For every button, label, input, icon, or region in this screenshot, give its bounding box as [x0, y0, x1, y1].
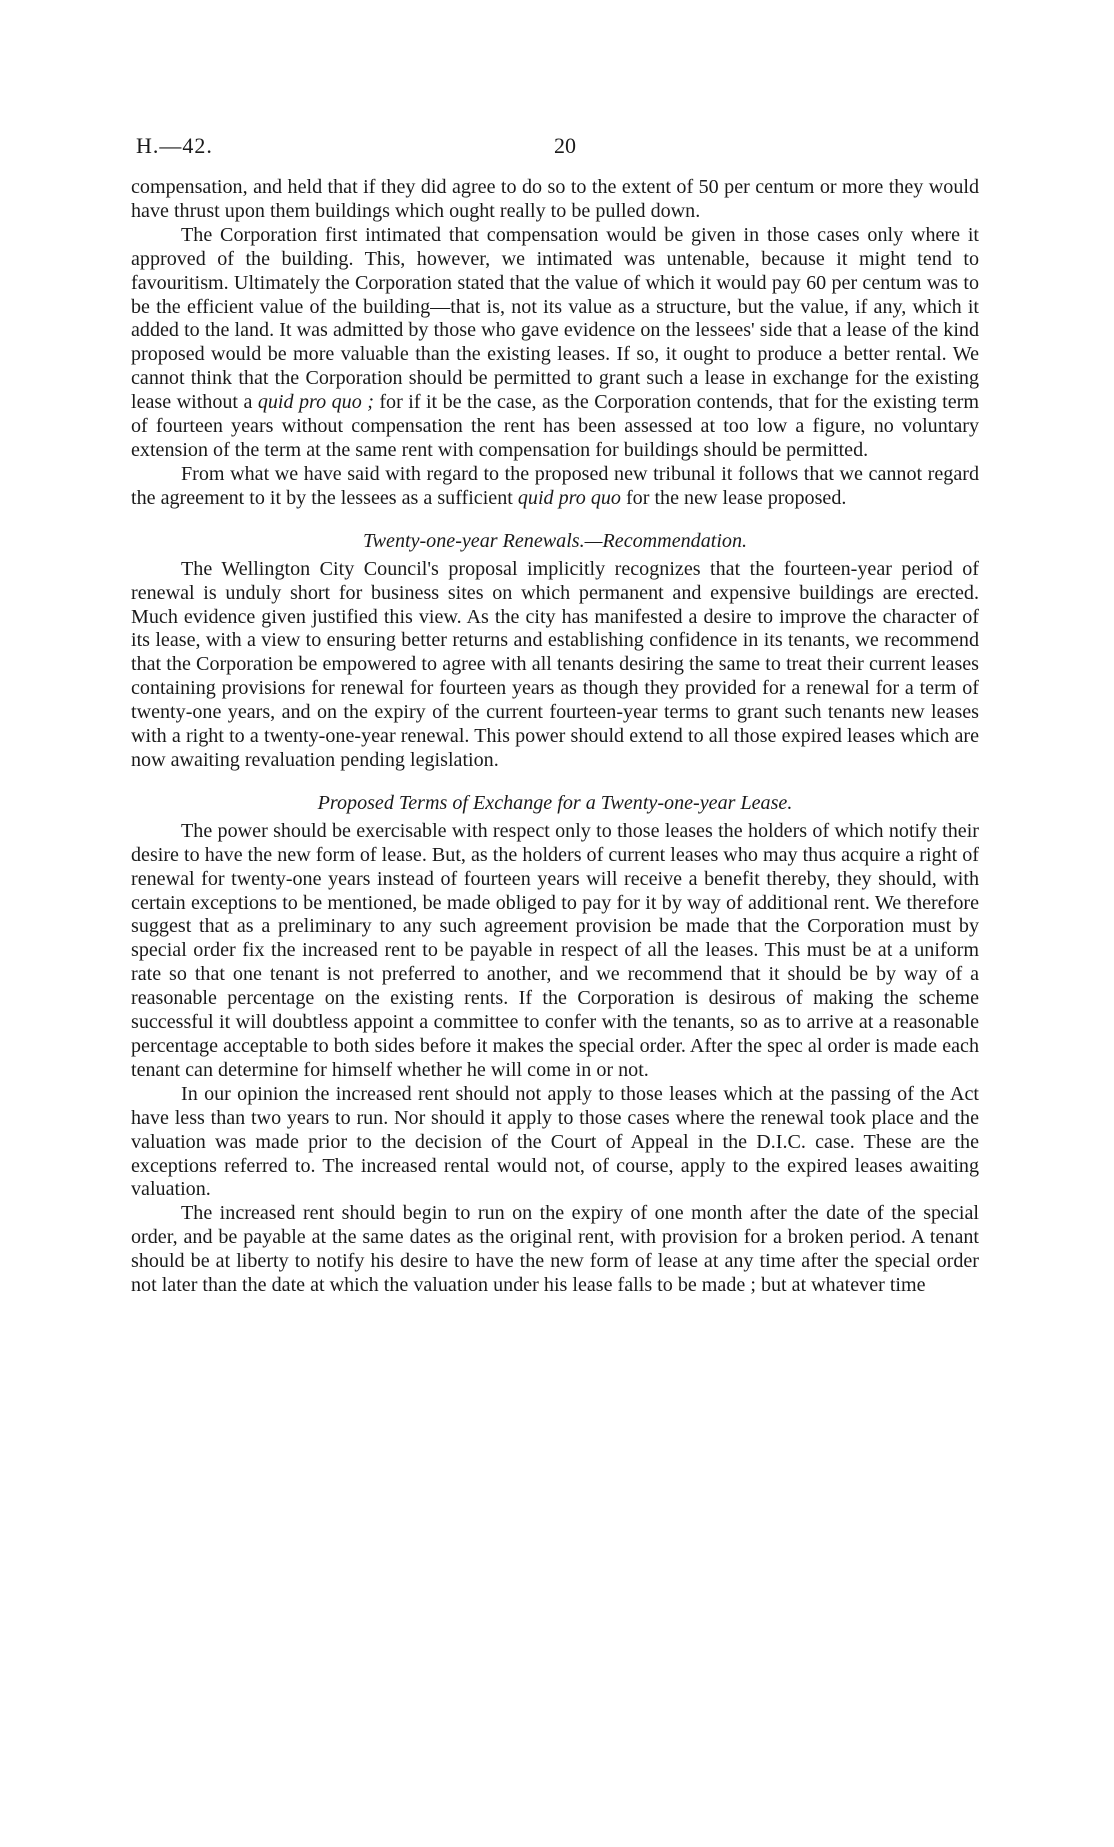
paragraph: compensation, and held that if they did agree to do so to the extent of 50 per centum or more they would have thrust upon them buildings which ought really to be pulled down.: [131, 176, 979, 222]
paragraph: [131, 463, 979, 511]
paragraph-text: From what we have said with regard to the proposed new tribunal it follows that we cannot regard the agreement to it by the lessees as a sufficient: [131, 462, 979, 509]
page-header: [136, 133, 979, 163]
page-number: 20: [554, 133, 576, 158]
section-heading: Proposed Terms of Exchange for a Twenty-one-year Lease.: [317, 791, 793, 814]
italic-phrase: quid pro quo ;: [257, 391, 374, 414]
document-identifier: H.—42.: [136, 133, 213, 158]
section-heading: Twenty-one-year Renewals.—Recommendation.: [362, 529, 748, 552]
paragraph: In our opinion the increased rent should not apply to those leases which at the passing of the Act have less than two years to run. Nor should it apply to those cases where the renewal took place and the valuation was made prior to the decision of the Court of Appeal in the D.I.C. case. These are the exceptions referred to. The increased rental would not, of course, apply to the expired leases awaiting valuation.: [131, 1082, 979, 1201]
paragraph: [131, 224, 979, 463]
paragraph-text: The Corporation first intimated that compensation would be given in those cases only where it approved of the building. This, however, we intimated was untenable, because it might tend to favouritism. Ultimately the Corporation stated that the value of which it would pay 60 per centum was to be the efficient value of the building—that is, not its value as a structure, but the value, if any, which it added to the land. It was admitted by those who gave evidence on the lessees' side that a lease of the kind proposed would be more valuable than the existing leases. If so, it ought to produce a better rental. We cannot think that the Corporation should be permitted to grant such a lease in exchange for the existing lease without a: [131, 223, 979, 414]
paragraph: The Wellington City Council's proposal implicitly recognizes that the fourteen-year period of renewal is unduly short for business sites on which permanent and expensive buildings are erected. Much evidence given justified this view. As the city has manifested a desire to improve the character of its lease, with a view to ensuring better returns and establishing confidence in its tenants, we recommend that the Corporation be empowered to agree with all tenants desiring the same to treat their current leases containing provisions for renewal for fourteen years as though they provided for a renewal for a term of twenty-one years, and on the expiry of the current fourteen-year terms to grant such tenants new leases with a right to a twenty-one-year renewal. This power should extend to all those expired leases which are now awaiting revaluation pending legislation.: [131, 557, 979, 771]
italic-phrase: quid pro quo: [517, 486, 621, 509]
paragraph-text: for if it be the case, as the Corporation contends, that for the existing term of fourteen years without compensation the rent has been assessed at too low a figure, no voluntary extension of the term at the same rent with compensation for buildings should be permitted.: [131, 391, 979, 461]
paragraph-text: for the new lease proposed.: [620, 486, 847, 509]
paragraph: The power should be exercisable with respect only to those leases the holders of which notify their desire to have the new form of lease. But, as the holders of current leases who may thus acquire a right of renewal for twenty-one years instead of fourteen years will receive a benefit thereby, they should, with certain exceptions to be mentioned, be made obliged to pay for it by way of additional rent. We therefore suggest that as a preliminary to any such agreement provision be made that the Corporation must by special order fix the increased rent to be payable in respect of all the leases. This must be at a uniform rate so that one tenant is not preferred to another, and we recommend that it should be by way of a reasonable percentage on the existing rents. If the Corporation is desirous of making the scheme successful it will doubtless appoint a committee to confer with the tenants, so as to arrive at a reasonable percentage acceptable to both sides before it makes the special order. After the spec al order is made each tenant can determine for himself whether he will come in or not.: [131, 819, 979, 1081]
paragraph: The increased rent should begin to run on the expiry of one month after the date of the special order, and be payable at the same dates as the original rent, with provision for a broken period. A tenant should be at liberty to notify his desire to have the new form of lease at any time after the special order not later than the date at which the valuation under his lease falls to be made ; but at whatever time: [131, 1202, 979, 1297]
body-text: [131, 176, 979, 1298]
